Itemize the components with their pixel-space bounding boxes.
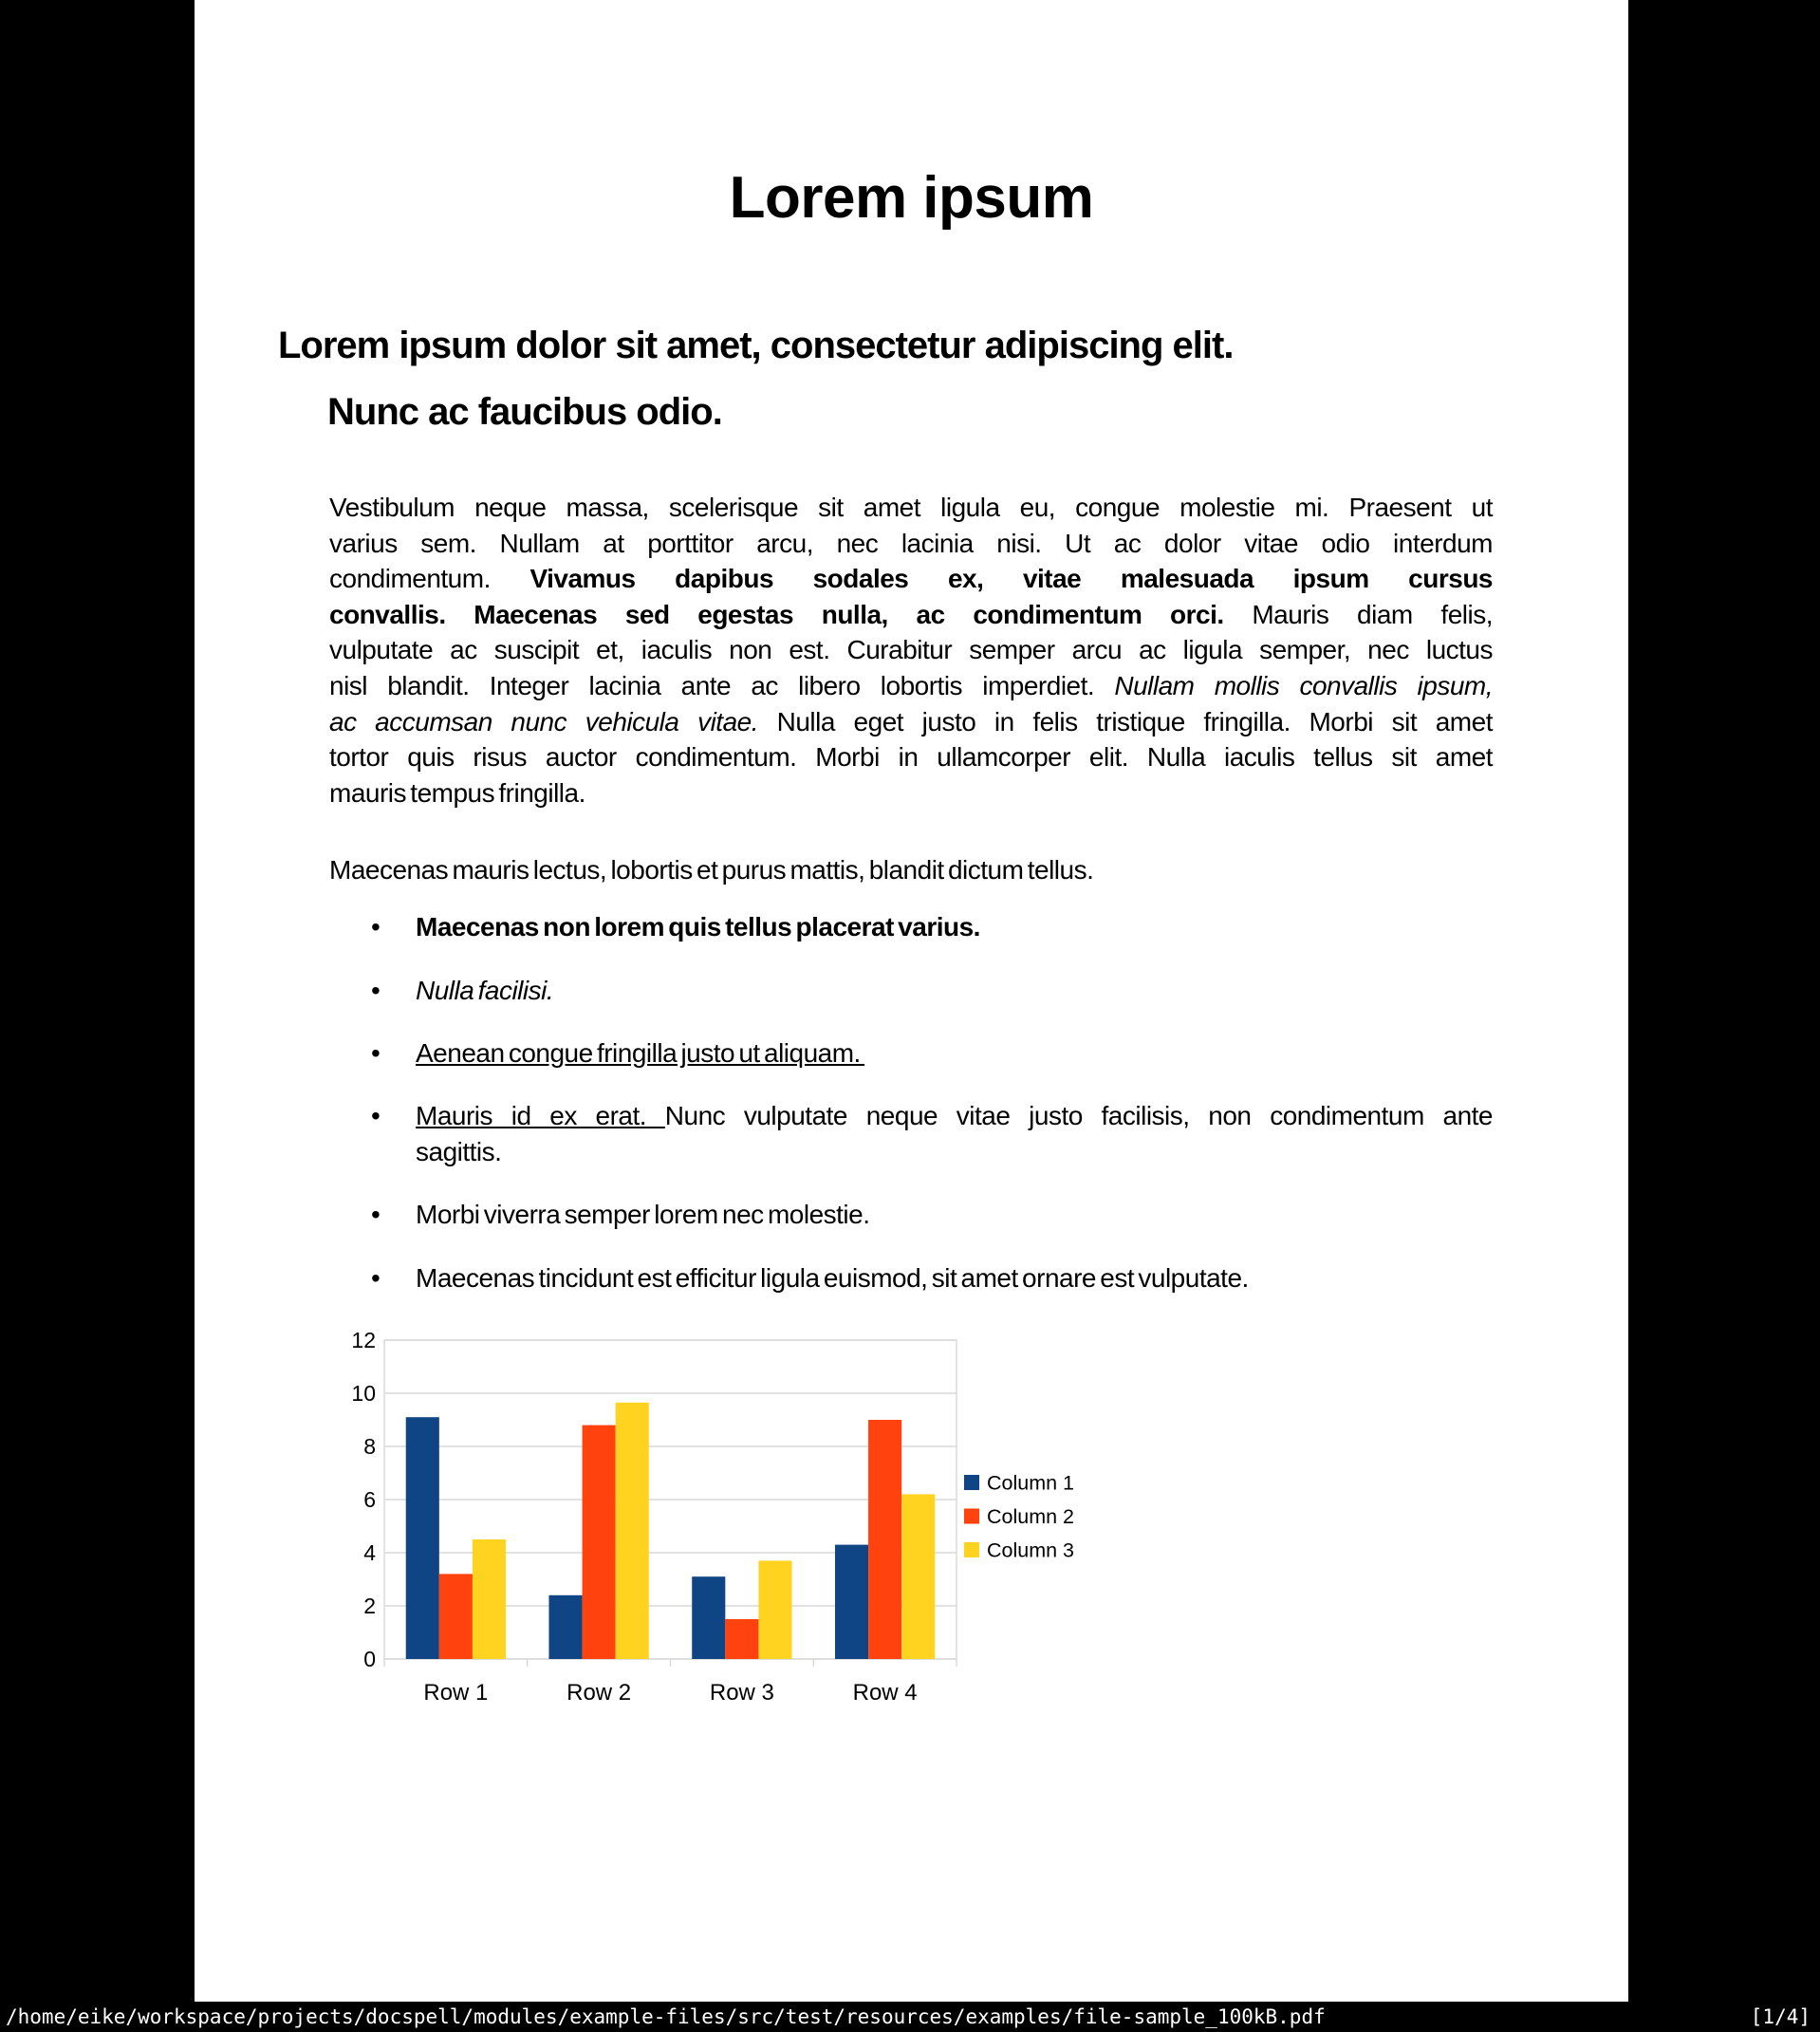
text-line (329, 597, 1493, 633)
y-tick-label: 0 (363, 1647, 376, 1671)
bullet-text (416, 909, 1493, 945)
text-run: Nulla eget justo in felis tristique fringilla. Morbi sit amet (758, 706, 1493, 736)
text-run: condimentum. (329, 564, 530, 594)
bar-row4-series1 (835, 1545, 868, 1659)
text-run: Nunc vulputate neque vitae justo facilisis, non condimentum ante (664, 1101, 1493, 1130)
document-heading-line2: Nunc ac faucibus odio. (327, 391, 722, 433)
bullet-marker: • (371, 1263, 381, 1293)
status-bar (0, 2002, 1820, 2032)
text-line (329, 526, 1493, 562)
x-category-label: Row 2 (566, 1680, 632, 1706)
text-run: nisl blandit. Integer lacinia ante ac libero lobortis imperdiet. (329, 670, 1115, 700)
text-run: vulputate ac suscipit et, iaculis non est. Curabitur semper arcu ac ligula semper, nec luctus (329, 635, 1493, 665)
bar-row3-series3 (758, 1560, 791, 1659)
bullet-marker: • (371, 912, 381, 941)
bullet-marker: • (371, 976, 381, 1005)
bar-row3-series2 (725, 1619, 758, 1659)
bullet-text (416, 1260, 1493, 1296)
bar-chart (318, 1329, 1362, 1737)
legend-label: Column 3 (987, 1538, 1075, 1562)
intro-line: Maecenas mauris lectus, lobortis et purus mattis, blandit dictum tellus. (329, 855, 1094, 885)
text-line (416, 1035, 1493, 1072)
text-line (416, 909, 1493, 945)
bullet-item (329, 1098, 1493, 1169)
text-run: Nullam mollis convallis ipsum, (1114, 670, 1494, 700)
legend-swatch (964, 1509, 979, 1524)
y-tick-label: 2 (363, 1594, 376, 1618)
bullet-text (416, 973, 1493, 1009)
x-category-label: Row 4 (852, 1680, 918, 1706)
text-line (329, 668, 1493, 704)
text-line (329, 739, 1493, 775)
text-line (329, 632, 1493, 668)
y-tick-label: 6 (363, 1487, 376, 1512)
bar-row2-series3 (616, 1403, 649, 1659)
bullet-text (416, 1197, 1493, 1233)
y-tick-label: 4 (363, 1540, 376, 1565)
text-line (416, 1197, 1493, 1233)
body-paragraph (329, 490, 1493, 811)
bullet-marker: • (371, 1200, 381, 1229)
bar-row4-series2 (868, 1420, 901, 1659)
bar-row1-series2 (439, 1574, 473, 1659)
text-line (329, 775, 1493, 811)
text-run: Vestibulum neque massa, scelerisque sit amet ligula eu, congue molestie mi. Praesent ut (329, 493, 1493, 522)
bar-row1-series3 (473, 1539, 506, 1659)
page-indicator: [1/4] (1750, 2005, 1811, 2028)
bar-row1-series1 (406, 1417, 439, 1659)
document-title: Lorem ipsum (729, 165, 1094, 231)
text-run: varius sem. Nullam at porttitor arcu, nec lacinia nisi. Ut ac dolor vitae odio interdum (329, 528, 1493, 558)
text-line (329, 704, 1493, 740)
bar-row3-series1 (692, 1576, 725, 1659)
text-run: Mauris diam felis, (1223, 599, 1493, 629)
text-run: Maecenas non lorem quis tellus placerat varius. (416, 912, 980, 941)
bar-row4-series3 (901, 1494, 935, 1659)
text-run: Nulla facilisi. (416, 976, 554, 1005)
text-line (329, 561, 1493, 597)
chart-bars (406, 1403, 936, 1659)
y-tick-label: 8 (363, 1434, 376, 1459)
text-run: sagittis. (416, 1136, 502, 1166)
legend-label: Column 2 (987, 1505, 1075, 1528)
text-run: Aenean congue fringilla justo ut aliquam. (416, 1038, 865, 1068)
bullet-marker: • (371, 1038, 381, 1068)
legend-swatch (964, 1475, 979, 1490)
bullet-text (416, 1035, 1493, 1072)
pdf-page[interactable] (195, 0, 1628, 2002)
legend-swatch (964, 1542, 979, 1557)
y-tick-label: 10 (351, 1381, 376, 1406)
text-line (416, 1098, 1493, 1134)
chart-legend (964, 1472, 1074, 1562)
text-run: tortor quis risus auctor condimentum. Morbi in ullamcorper elit. Nulla iaculis tellus sit amet (329, 742, 1493, 773)
bar-row2-series1 (548, 1595, 582, 1659)
y-tick-label: 12 (351, 1329, 376, 1352)
bullet-item (329, 1197, 1493, 1233)
text-run: ac accumsan nunc vehicula vitae. (329, 706, 759, 736)
legend-label: Column 1 (987, 1471, 1075, 1495)
x-category-label: Row 1 (423, 1680, 489, 1706)
bullet-item (329, 1260, 1493, 1296)
text-line (416, 1260, 1493, 1296)
text-run: convallis. Maecenas sed egestas nulla, ac condimentum orci. (329, 599, 1224, 629)
file-path: /home/eike/workspace/projects/docspell/modules/example-files/src/test/resources/examples/file-sample_100kB.pdf (6, 2005, 1326, 2028)
bullet-item (329, 1035, 1493, 1072)
bar-row2-series2 (583, 1426, 616, 1659)
text-line (329, 490, 1493, 526)
text-line (416, 973, 1493, 1009)
document-heading-line1: Lorem ipsum dolor sit amet, consectetur adipiscing elit. (278, 325, 1234, 366)
text-run: Mauris id ex erat. (416, 1101, 665, 1130)
text-line (416, 1134, 1493, 1170)
bullet-item (329, 973, 1493, 1009)
text-run: Morbi viverra semper lorem nec molestie. (416, 1200, 870, 1229)
bullet-item (329, 909, 1493, 945)
text-run: Maecenas tincidunt est efficitur ligula euismod, sit amet ornare est vulputate. (416, 1263, 1249, 1293)
bullet-text (416, 1098, 1493, 1169)
text-run: mauris tempus fringilla. (329, 777, 585, 808)
x-category-label: Row 3 (709, 1680, 774, 1706)
bullet-marker: • (371, 1101, 381, 1130)
text-run: Vivamus dapibus sodales ex, vitae malesuada ipsum cursus (529, 564, 1493, 594)
